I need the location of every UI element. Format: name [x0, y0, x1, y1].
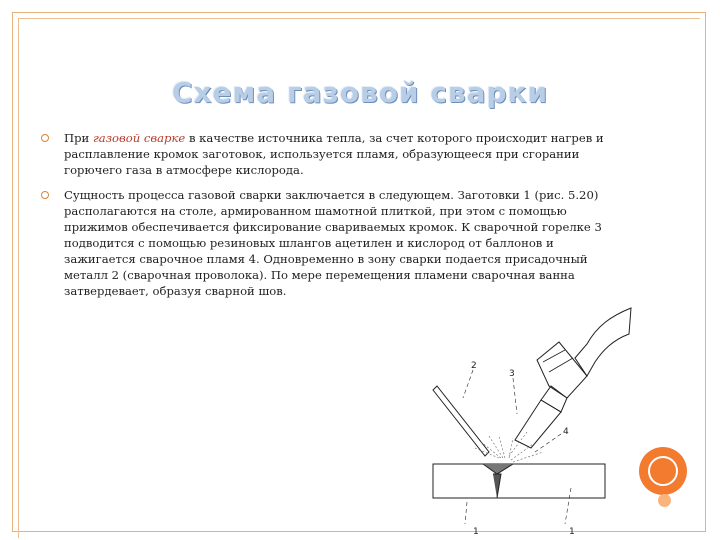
gas-welding-diagram: [415, 302, 635, 540]
bullet-item: [36, 187, 626, 299]
label-workpiece-right: 1: [569, 527, 575, 537]
label-flame: 4: [563, 427, 569, 437]
bullet-text: Сущность процесса газовой сварки заключается в следующем. Заготовки 1 (рис. 5.20) располагаются на столе, армированном шамотной плиткой, при этом с помощью прижимов обеспечивается фиксирование свариваемых кромок. К сварочной горелке 3 подводится с помощью резиновых шлангов ацетилен и кислород от баллонов и зажигается сварочное пламя 4. Одновременно в зону сварки подается присадочный металл 2 (сварочная проволока). По мере перемещения пламени сварочная ванна затвердевает, образуя сварной шов.: [64, 188, 602, 298]
emphasis-term: газовой сварке: [92, 131, 186, 145]
workpiece-base: [433, 464, 605, 498]
bullet-text: При газовой сварке в качестве источника тепла, за счет которого происходит нагрев и расплавление кромок заготовок, используется пламя, образующееся при сгорании горючего газа в атмосфере кислорода.: [64, 131, 604, 177]
weld-pool: [483, 464, 513, 474]
bullet-list: [36, 130, 626, 308]
leader-lines: [463, 370, 571, 524]
slide-title: Схема газовой сварки: [171, 76, 549, 109]
label-workpiece-left: 1: [473, 527, 479, 537]
bullet-item: [36, 130, 626, 178]
filler-wire: [433, 386, 489, 456]
orange-circle-decoration: [639, 447, 687, 495]
circle-bullet-icon: [41, 191, 49, 199]
weld-seam: [493, 474, 501, 498]
torch-body: [537, 342, 587, 398]
torch-nozzle: [515, 400, 561, 448]
circle-bullet-icon: [41, 134, 49, 142]
label-wire: 2: [471, 361, 477, 371]
small-orange-dot-decoration: [658, 494, 671, 507]
label-torch: 3: [509, 369, 515, 379]
torch-handle: [575, 308, 631, 376]
